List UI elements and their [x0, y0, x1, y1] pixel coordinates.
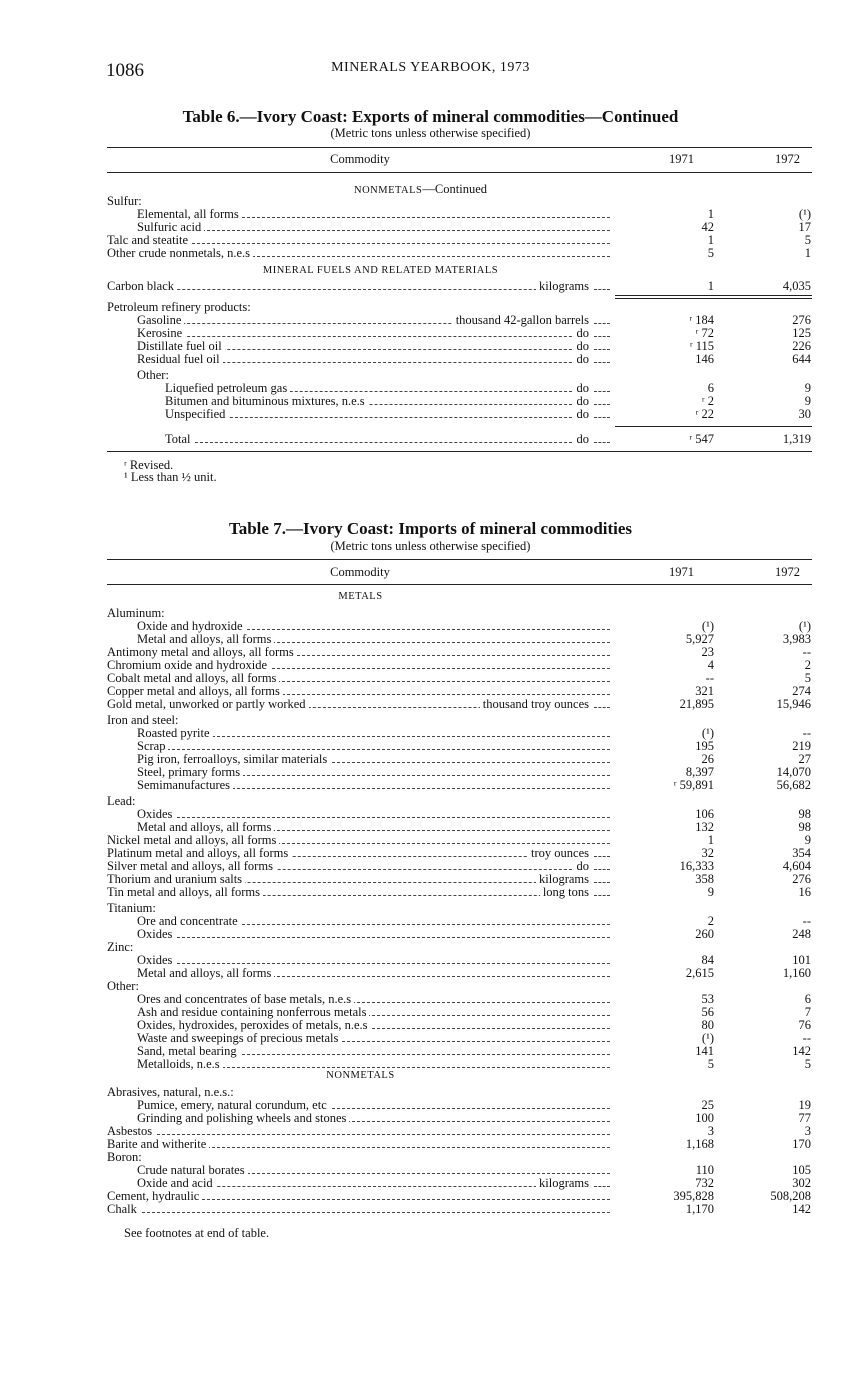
row-label: Elemental, all forms [137, 208, 242, 221]
leader-dots-tail [594, 1186, 610, 1187]
row-label: Residual fuel oil [137, 353, 223, 366]
table6-col-commodity: Commodity [330, 152, 390, 166]
value-1972: 1 [804, 246, 811, 260]
row-label: Lead: [107, 795, 138, 808]
value-1972: 7 [804, 1005, 811, 1019]
row-label: Nickel metal and alloys, all forms [107, 834, 279, 847]
value-1971: 1 [707, 279, 714, 293]
value-1971: 1 [707, 833, 714, 847]
table7-row-metalloids-n-e-s [107, 1058, 812, 1071]
value-1971: 5,927 [685, 632, 714, 646]
value-1972: 5 [804, 671, 811, 685]
value-1971: 5 [707, 1057, 714, 1071]
leader-dots [127, 1212, 610, 1213]
leader-dots-tail [594, 323, 610, 324]
value-1971: 1,170 [685, 1202, 714, 1216]
value-1971: (¹) [701, 1031, 714, 1045]
value-1971: (¹) [701, 619, 714, 633]
row-label: Petroleum refinery products: [107, 301, 254, 314]
value-1972: 17 [798, 220, 811, 234]
row-label: Pig iron, ferroalloys, similar materials [137, 753, 330, 766]
row-label: Gold metal, unworked or partly worked [107, 698, 309, 711]
table7-row-semimanufactures [107, 779, 812, 792]
table6-title: Table 6.—Ivory Coast: Exports of mineral commodities—Continued [182, 107, 679, 126]
value-1971: 84 [701, 953, 714, 967]
page-number: 1086 [106, 60, 144, 81]
value-1971: 5 [707, 246, 714, 260]
value-1971: 732 [695, 1176, 714, 1190]
row-label: Titanium: [107, 902, 159, 915]
row-label: Liquefied petroleum gas [165, 382, 290, 395]
row-label: Bitumen and bituminous mixtures, n.e.s [165, 395, 368, 408]
value-1972: (¹) [798, 207, 811, 221]
row-label: Chromium oxide and hydroxide [107, 659, 270, 672]
row-label: Oxides [137, 928, 175, 941]
value-1971: 110 [695, 1163, 714, 1177]
table6-section-fuels: MINERAL FUELS AND RELATED MATERIALS [262, 265, 499, 276]
table7-row-grinding-and-polishing-wheels-and-stones [107, 1112, 812, 1125]
value-1972: 16 [798, 885, 811, 899]
value-1972: 1,160 [782, 966, 811, 980]
value-1971: 1 [707, 233, 714, 247]
table7-col-1972: 1972 [775, 565, 800, 579]
leader-dots [157, 230, 610, 231]
table7-row-barite-and-witherite [107, 1138, 812, 1151]
row-label: Thorium and uranium salts [107, 873, 245, 886]
leader-dots-tail [594, 856, 610, 857]
value-1972: (¹) [798, 619, 811, 633]
row-label: Oxide and acid [137, 1177, 216, 1190]
row-label: Sand, metal bearing [137, 1045, 240, 1058]
row-label: Cobalt metal and alloys, all forms [107, 672, 279, 685]
row-unit: long tons [540, 886, 592, 899]
value-1971: 3 [707, 1124, 714, 1138]
row-label: Asbestos [107, 1125, 155, 1138]
row-label: Ash and residue containing nonferrous metals [137, 1006, 369, 1019]
value-1972: 105 [792, 1163, 811, 1177]
table6-row-total [107, 433, 812, 446]
value-1972: 644 [792, 352, 811, 366]
row-label: Talc and steatite [107, 234, 191, 247]
value-1972: 3,983 [782, 632, 811, 646]
row-unit: kilograms [536, 873, 592, 886]
table6-col-1972: 1972 [775, 152, 800, 166]
value-1972: 3 [804, 1124, 811, 1138]
table6-row-carbon-black [107, 280, 812, 293]
row-label: Metal and alloys, all forms [137, 967, 274, 980]
leader-dots [157, 1186, 592, 1187]
value-1971: 141 [695, 1044, 714, 1058]
row-label: Scrap [137, 740, 168, 753]
table7-top-rule [107, 559, 812, 560]
value-1972: 276 [792, 872, 811, 886]
value-1972: 19 [798, 1098, 811, 1112]
leader-dots [127, 243, 610, 244]
table7-row-metal-and-alloys-all-forms [107, 967, 812, 980]
value-1972: 142 [792, 1202, 811, 1216]
table7-subtitle: (Metric tons unless otherwise specified) [330, 539, 531, 553]
row-unit: kilograms [536, 280, 592, 293]
row-label: Waste and sweepings of precious metals [137, 1032, 341, 1045]
value-1971: 1 [707, 207, 714, 221]
row-label: Aluminum: [107, 607, 168, 620]
value-1972: 77 [798, 1111, 811, 1125]
table7-col-commodity: Commodity [330, 565, 390, 579]
row-label: Roasted pyrite [137, 727, 213, 740]
value-1971: 132 [695, 820, 714, 834]
row-label: Total [165, 433, 194, 446]
leader-dots [127, 1134, 610, 1135]
value-1971: 80 [701, 1018, 714, 1032]
row-label: Zinc: [107, 941, 136, 954]
value-1971: 25 [701, 1098, 714, 1112]
row-unit: kilograms [536, 1177, 592, 1190]
leader-dots-tail [594, 442, 610, 443]
leader-dots-tail [594, 391, 610, 392]
table7-section-nonmetals: NONMETALS [326, 1070, 395, 1081]
row-unit: do [574, 353, 593, 366]
value-1972: 4,035 [782, 279, 811, 293]
table7-title: Table 7.—Ivory Coast: Imports of mineral commodities [228, 519, 633, 538]
value-1972: 5 [804, 233, 811, 247]
row-label: Oxide and hydroxide [137, 620, 246, 633]
value-1971: ʳ 59,891 [673, 778, 714, 792]
value-1972: 248 [792, 927, 811, 941]
table6-bottom-rule [107, 451, 812, 452]
row-label: Carbon black [107, 280, 177, 293]
value-1971: 321 [695, 684, 714, 698]
row-label: Chalk [107, 1203, 140, 1216]
row-label: Unspecified [165, 408, 228, 421]
row-label: Silver metal and alloys, all forms [107, 860, 276, 873]
table6-row-unspecified [107, 408, 812, 421]
table6-total-rule [615, 426, 812, 427]
leader-dots [185, 442, 592, 443]
leader-dots-tail [594, 417, 610, 418]
row-unit: do [574, 382, 593, 395]
value-1971: 260 [695, 927, 714, 941]
value-1971: 6 [707, 381, 714, 395]
row-label: Sulfuric acid [137, 221, 204, 234]
leader-dots-tail [594, 404, 610, 405]
value-1972: 30 [798, 407, 811, 421]
table7-row-tin-metal-and-alloys-all-forms [107, 886, 812, 899]
row-label: Metal and alloys, all forms [137, 821, 274, 834]
table7-section-metals: METALS [338, 591, 383, 602]
row-unit: thousand 42-gallon barrels [453, 314, 592, 327]
leader-dots [157, 937, 610, 938]
table7-row-oxides [107, 928, 812, 941]
value-1972: 98 [798, 807, 811, 821]
leader-dots-tail [594, 336, 610, 337]
row-label: Sulfur: [107, 195, 145, 208]
value-1971: 195 [695, 739, 714, 753]
row-unit: do [574, 860, 593, 873]
row-label: Antimony metal and alloys, all forms [107, 646, 297, 659]
table7-note: See footnotes at end of table. [124, 1226, 270, 1240]
value-1972: 9 [804, 394, 811, 408]
leader-dots [157, 1067, 610, 1068]
value-1972: 276 [792, 313, 811, 327]
row-label: Barite and witherite [107, 1138, 209, 1151]
leader-dots-tail [594, 707, 610, 708]
row-unit: troy ounces [528, 847, 592, 860]
value-1972: 9 [804, 381, 811, 395]
value-1971: 56 [701, 1005, 714, 1019]
row-label: Copper metal and alloys, all forms [107, 685, 283, 698]
table6-section-nonmetals: NONMETALS—Continued [353, 182, 487, 196]
table7-row-chalk [107, 1203, 812, 1216]
row-label: Grinding and polishing wheels and stones [137, 1112, 349, 1125]
value-1972: 1,319 [782, 432, 811, 446]
value-1972: 15,946 [776, 697, 811, 711]
row-label: Gasoline [137, 314, 184, 327]
row-label: Metalloids, n.e.s [137, 1058, 223, 1071]
value-1972: 9 [804, 833, 811, 847]
row-unit: do [574, 340, 593, 353]
row-label: Distillate fuel oil [137, 340, 225, 353]
table6-top-rule [107, 147, 812, 148]
value-1971: 21,895 [679, 697, 714, 711]
value-1972: 125 [792, 326, 811, 340]
value-1972: 508,208 [770, 1189, 811, 1203]
value-1972: 142 [792, 1044, 811, 1058]
leader-dots-tail [594, 869, 610, 870]
row-label: Iron and steel: [107, 714, 182, 727]
row-label: Boron: [107, 1151, 145, 1164]
value-1971: 9 [707, 885, 714, 899]
value-1972: 5 [804, 1057, 811, 1071]
value-1971: 53 [701, 992, 714, 1006]
value-1971: 26 [701, 752, 714, 766]
row-label: Oxides, hydroxides, peroxides of metals, n.e.s [137, 1019, 371, 1032]
value-1971: 23 [701, 645, 714, 659]
value-1971: ʳ 547 [689, 432, 714, 446]
table6-row-sulfuric-acid [107, 221, 812, 234]
value-1972: 2 [804, 658, 811, 672]
row-label: Abrasives, natural, n.e.s.: [107, 1086, 237, 1099]
row-label: Oxides [137, 954, 175, 967]
row-label: Kerosine [137, 327, 185, 340]
value-1971: ʳ 184 [689, 313, 714, 327]
value-1972: -- [802, 914, 811, 928]
row-label: Other: [107, 980, 142, 993]
leader-dots-tail [594, 895, 610, 896]
value-1972: 101 [792, 953, 811, 967]
value-1971: 100 [695, 1111, 714, 1125]
row-unit: thousand troy ounces [480, 698, 592, 711]
value-1971: 4 [707, 658, 714, 672]
footnote-less-than-half: ¹ Less than ½ unit. [124, 470, 217, 484]
row-label: Other: [137, 369, 172, 382]
value-1972: 170 [792, 1137, 811, 1151]
footnote-revised: ʳ Revised. [124, 458, 174, 472]
value-1972: 76 [798, 1018, 811, 1032]
value-1971: 16,333 [679, 859, 714, 873]
value-1972: 98 [798, 820, 811, 834]
row-label: Semimanufactures [137, 779, 233, 792]
leader-dots [185, 417, 592, 418]
row-label: Steel, primary forms [137, 766, 243, 779]
leader-dots [157, 736, 610, 737]
value-1971: -- [705, 671, 714, 685]
value-1972: -- [802, 645, 811, 659]
row-label: Pumice, emery, natural corundum, etc [137, 1099, 330, 1112]
row-unit: do [574, 327, 593, 340]
value-1972: 274 [792, 684, 811, 698]
table6-col-1971: 1971 [669, 152, 694, 166]
value-1971: ʳ 2 [701, 394, 714, 408]
value-1971: 2 [707, 914, 714, 928]
value-1971: 2,615 [685, 966, 714, 980]
row-unit: do [574, 395, 593, 408]
value-1971: ʳ 72 [695, 326, 714, 340]
value-1972: 27 [798, 752, 811, 766]
value-1971: 146 [695, 352, 714, 366]
table6-row-other-crude-nonmetals-n-e-s [107, 247, 812, 260]
table6-double-rule [615, 295, 812, 299]
table7-header-rule [107, 584, 812, 585]
value-1971: 106 [695, 807, 714, 821]
leader-dots-tail [594, 882, 610, 883]
value-1972: -- [802, 1031, 811, 1045]
value-1972: 226 [792, 339, 811, 353]
leader-dots [157, 336, 592, 337]
value-1971: 32 [701, 846, 714, 860]
value-1971: 358 [695, 872, 714, 886]
table6-row-residual-fuel-oil [107, 353, 812, 366]
leader-dots [157, 749, 610, 750]
row-label: Oxides [137, 808, 175, 821]
row-label: Ores and concentrates of base metals, n.e.s [137, 993, 354, 1006]
row-label: Metal and alloys, all forms [137, 633, 274, 646]
row-label: Platinum metal and alloys, all forms [107, 847, 291, 860]
value-1972: 6 [804, 992, 811, 1006]
row-label: Ore and concentrate [137, 915, 241, 928]
table6-header-rule [107, 172, 812, 173]
leader-dots-tail [594, 362, 610, 363]
value-1971: ʳ 115 [689, 339, 714, 353]
value-1971: ʳ 22 [695, 407, 714, 421]
row-unit: do [574, 433, 593, 446]
row-label: Crude natural borates [137, 1164, 248, 1177]
value-1971: (¹) [701, 726, 714, 740]
running-title: MINERALS YEARBOOK, 1973 [331, 60, 530, 75]
leader-dots-tail [594, 349, 610, 350]
table7-row-gold-metal-unworked-or-partly-worked [107, 698, 812, 711]
value-1972: 354 [792, 846, 811, 860]
value-1972: 219 [792, 739, 811, 753]
value-1972: 4,604 [782, 859, 811, 873]
leader-dots [157, 817, 610, 818]
leader-dots [157, 963, 610, 964]
value-1972: 14,070 [776, 765, 811, 779]
leader-dots [127, 289, 592, 290]
table6-subtitle: (Metric tons unless otherwise specified) [330, 126, 531, 140]
value-1971: 42 [701, 220, 714, 234]
row-label: Cement, hydraulic [107, 1190, 202, 1203]
value-1972: 56,682 [776, 778, 811, 792]
row-label: Tin metal and alloys, all forms [107, 886, 263, 899]
value-1972: 302 [792, 1176, 811, 1190]
value-1971: 1,168 [685, 1137, 714, 1151]
row-label: Other crude nonmetals, n.e.s [107, 247, 253, 260]
value-1971: 8,397 [685, 765, 714, 779]
table7-col-1971: 1971 [669, 565, 694, 579]
value-1972: -- [802, 726, 811, 740]
row-unit: do [574, 408, 593, 421]
value-1971: 395,828 [673, 1189, 714, 1203]
leader-dots-tail [594, 289, 610, 290]
